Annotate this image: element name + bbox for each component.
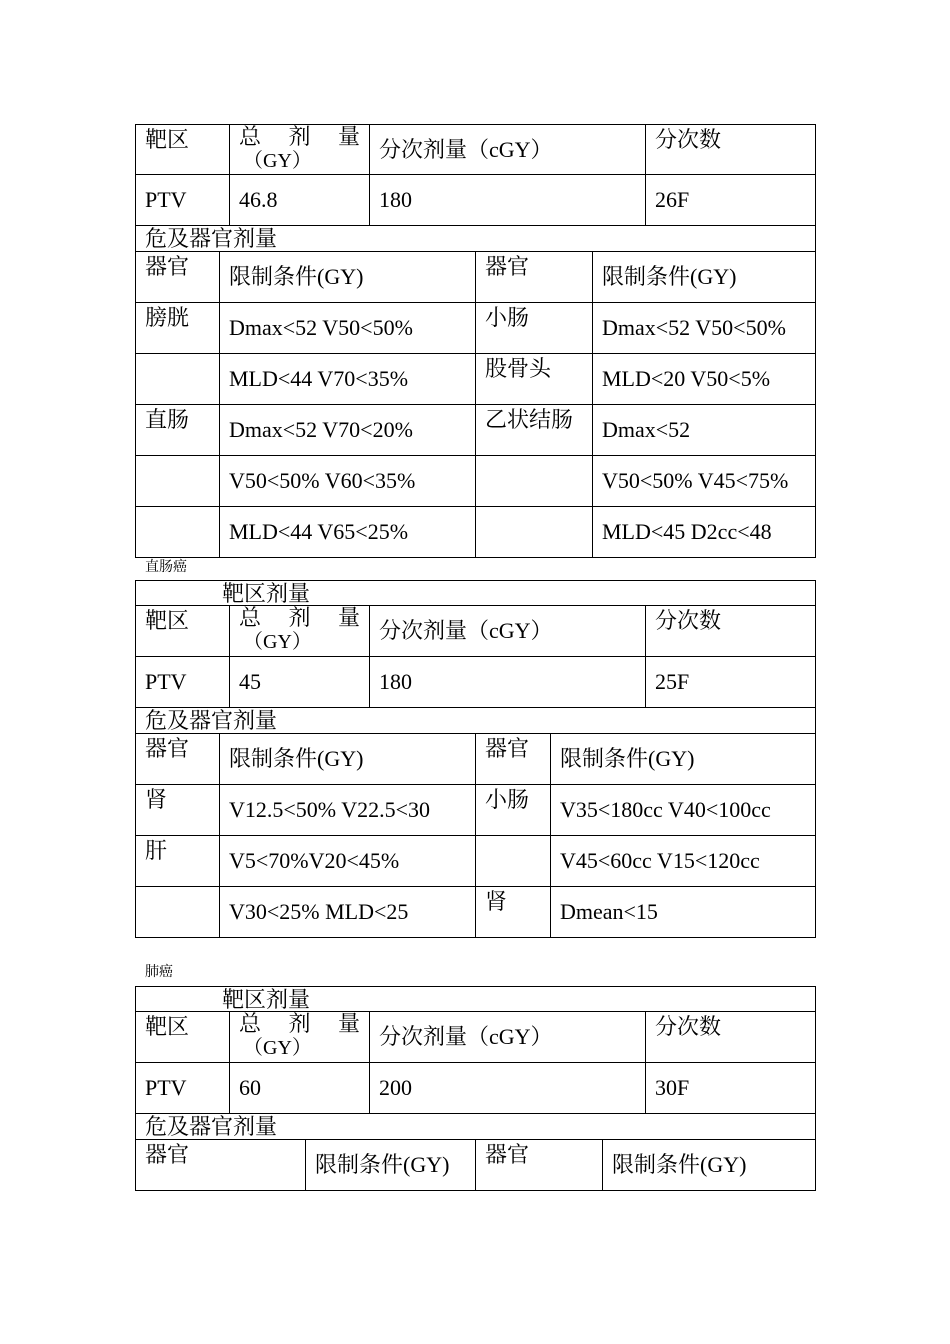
- ptv-fraction-dose: 200: [370, 1063, 646, 1113]
- fraction-count-header: 分次数: [655, 127, 722, 152]
- fraction-dose-header: 分次剂量（cGY）: [370, 606, 646, 656]
- table-row: MLD<44 V65<25% MLD<45 D2cc<48: [135, 507, 816, 558]
- ptv-total-dose: 46.8: [230, 175, 370, 225]
- fraction-dose-header: 分次剂量（cGY）: [370, 125, 646, 174]
- ptv-label: PTV: [136, 657, 230, 707]
- oar-title: 危及器官剂量: [145, 1114, 278, 1139]
- target-header: 靶区: [136, 606, 230, 656]
- ptv-label: PTV: [136, 1063, 230, 1113]
- table-row: MLD<44 V70<35% 股骨头 MLD<20 V50<5%: [135, 354, 816, 405]
- organ-header-row: [135, 252, 816, 303]
- oar-title-row: [135, 708, 816, 734]
- organ-header: 器官: [476, 734, 551, 784]
- table-row: 肝 V5<70%V20<45% V45<60cc V15<120cc: [135, 836, 816, 887]
- table-row: 肾 V12.5<50% V22.5<30 小肠 V35<180cc V40<100cc: [135, 785, 816, 836]
- fraction-count-header: 分次数: [655, 608, 722, 633]
- ptv-label: PTV: [136, 175, 230, 225]
- oar-title: 危及器官剂量: [145, 226, 278, 251]
- limit-header: 限制条件(GY): [602, 264, 737, 289]
- target-header: 靶区: [136, 125, 230, 174]
- organ-header: 器官: [136, 1140, 306, 1190]
- target-header: 靶区: [136, 1012, 230, 1062]
- limit-header: 限制条件(GY): [612, 1152, 747, 1177]
- ptv-fraction-dose: 180: [370, 175, 646, 225]
- oar-title-row: [135, 226, 816, 252]
- table-header-row: [135, 606, 816, 657]
- target-dose-title: 靶区剂量: [222, 987, 311, 1012]
- target-dose-title-row: [135, 580, 816, 606]
- ptv-total-dose: 45: [230, 657, 370, 707]
- organ-header-row: [135, 1140, 816, 1191]
- ptv-fraction-count: 25F: [655, 669, 690, 694]
- table-cervical: [135, 124, 816, 558]
- target-dose-title: 靶区剂量: [222, 581, 311, 606]
- table-rectal: [135, 580, 816, 938]
- limit-header: 限制条件(GY): [220, 252, 476, 302]
- organ-header: 器官: [136, 734, 220, 784]
- ptv-fraction-dose: 180: [370, 657, 646, 707]
- ptv-fraction-count: 30F: [655, 1075, 690, 1100]
- ptv-total-dose: 60: [230, 1063, 370, 1113]
- table-lung: [135, 986, 816, 1191]
- limit-header: 限制条件(GY): [306, 1140, 476, 1190]
- table-row: V30<25% MLD<25 肾 Dmean<15: [135, 887, 816, 938]
- ptv-row: [135, 1063, 816, 1114]
- ptv-fraction-count: 26F: [655, 187, 690, 212]
- fraction-count-header: 分次数: [655, 1014, 722, 1039]
- target-dose-title-row: [135, 986, 816, 1012]
- fraction-dose-header: 分次剂量（cGY）: [370, 1012, 646, 1062]
- caption-rectal-cancer: 直肠癌: [145, 560, 187, 575]
- table-header-row: [135, 1012, 816, 1063]
- organ-header-row: [135, 734, 816, 785]
- oar-title-row: [135, 1114, 816, 1140]
- organ-header: 器官: [476, 252, 593, 302]
- ptv-row: [135, 657, 816, 708]
- caption-lung-cancer: 肺癌: [145, 965, 173, 980]
- table-row: V50<50% V60<35% V50<50% V45<75%: [135, 456, 816, 507]
- total-dose-header: 总 剂 量 （GY）: [230, 125, 370, 174]
- table-row: 膀胱 Dmax<52 V50<50% 小肠 Dmax<52 V50<50%: [135, 303, 816, 354]
- table-header-row: [135, 124, 816, 175]
- organ-header: 器官: [476, 1140, 603, 1190]
- total-dose-header: 总 剂 量 （GY）: [230, 1012, 370, 1062]
- organ-header: 器官: [136, 252, 220, 302]
- total-dose-header: 总 剂 量 （GY）: [230, 606, 370, 656]
- table-row: 直肠 Dmax<52 V70<20% 乙状结肠 Dmax<52: [135, 405, 816, 456]
- ptv-row: [135, 175, 816, 226]
- limit-header: 限制条件(GY): [560, 746, 695, 771]
- limit-header: 限制条件(GY): [220, 734, 476, 784]
- oar-title: 危及器官剂量: [145, 708, 278, 733]
